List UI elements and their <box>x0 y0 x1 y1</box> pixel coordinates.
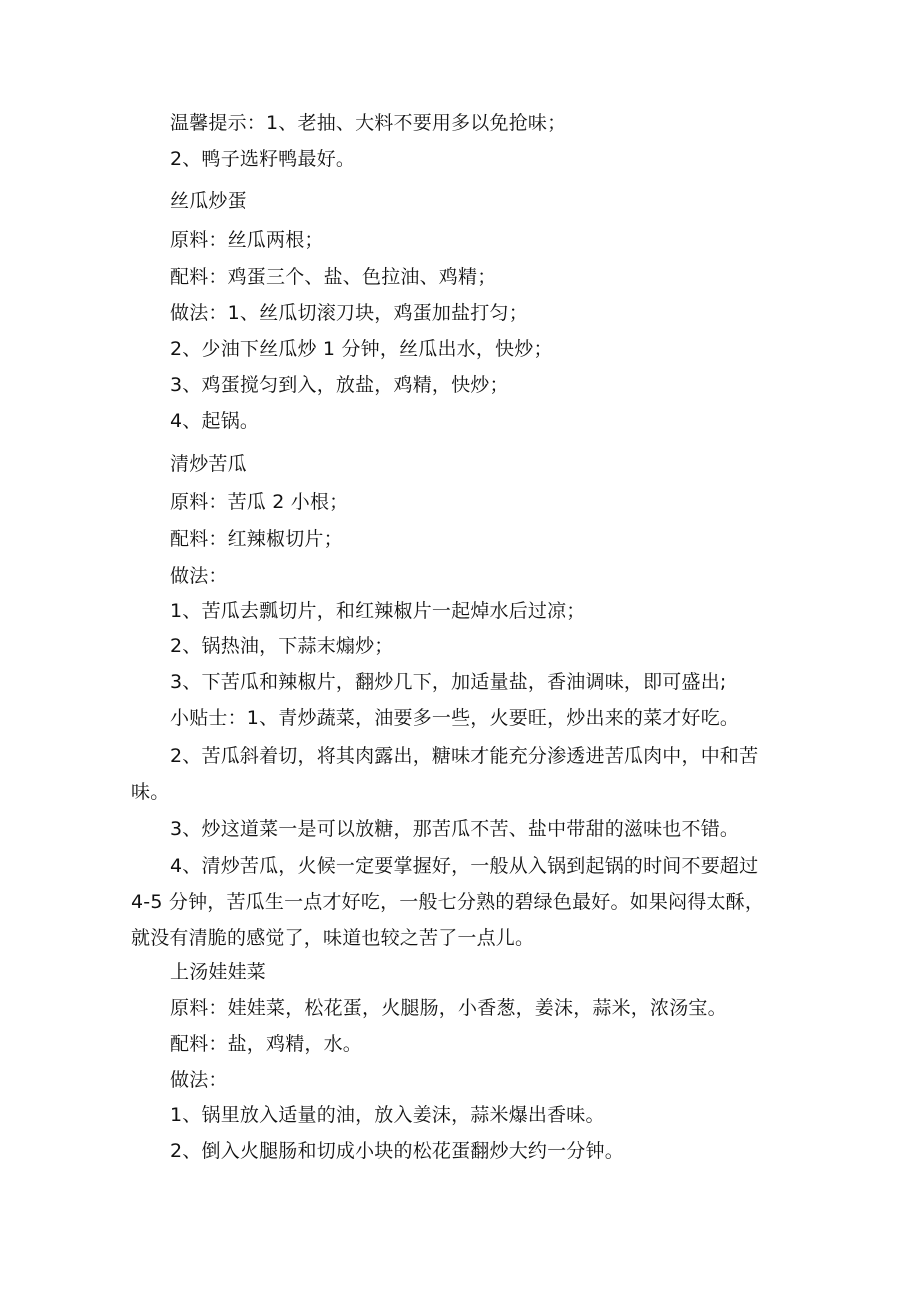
tip-paragraph-2-line-2: 味。 <box>131 781 170 803</box>
recipe-title-wawacai: 上汤娃娃菜 <box>170 961 267 983</box>
step-line: 4、起锅。 <box>170 410 260 432</box>
tip-paragraph-3: 3、炒这道菜一是可以放糖，那苦瓜不苦、盐中带甜的滋味也不错。 <box>170 818 740 840</box>
tip-line-1: 温馨提示：1、老抽、大料不要用多以免抢味； <box>170 112 567 134</box>
tip-paragraph-4-line-3: 就没有清脆的感觉了，味道也较之苦了一点儿。 <box>131 927 535 949</box>
step-line: 3、鸡蛋搅匀到入，放盐，鸡精，快炒； <box>170 374 509 396</box>
step-line: 1、锅里放入适量的油，放入姜沫，蒜米爆出香味。 <box>170 1104 605 1126</box>
recipe-title-sigua: 丝瓜炒蛋 <box>170 190 247 212</box>
ingredients-line: 原料：丝瓜两根； <box>170 229 324 251</box>
step-line: 2、锅热油，下蒜末煽炒； <box>170 635 394 657</box>
ingredients-line: 原料：娃娃菜，松花蛋，火腿肠，小香葱，姜沫，蒜米，浓汤宝。 <box>170 997 727 1019</box>
seasoning-line: 配料：鸡蛋三个、盐、色拉油、鸡精； <box>170 266 497 288</box>
ingredients-line: 原料：苦瓜 2 小根； <box>170 491 349 513</box>
seasoning-line: 配料：红辣椒切片； <box>170 528 343 550</box>
tips-line: 小贴士：1、青炒蔬菜，油要多一些，火要旺，炒出来的菜才好吃。 <box>170 707 740 729</box>
seasoning-line: 配料：盐，鸡精，水。 <box>170 1033 363 1055</box>
tip-paragraph-4-line-2: 4-5 分钟，苦瓜生一点才好吃，一般七分熟的碧绿色最好。如果闷得太酥， <box>131 891 765 913</box>
method-line: 做法： <box>170 1069 228 1091</box>
tip-paragraph-4-line-1: 4、清炒苦瓜，火候一定要掌握好，一般从入锅到起锅的时间不要超过 <box>170 855 759 877</box>
method-line: 做法：1、丝瓜切滚刀块，鸡蛋加盐打匀； <box>170 302 528 324</box>
tip-line-2: 2、鸭子选籽鸭最好。 <box>170 148 356 170</box>
tip-paragraph-2-line-1: 2、苦瓜斜着切，将其肉露出，糖味才能充分渗透进苦瓜肉中，中和苦 <box>170 745 759 767</box>
step-line: 2、倒入火腿肠和切成小块的松花蛋翻炒大约一分钟。 <box>170 1140 624 1162</box>
step-line: 1、苦瓜去瓢切片，和红辣椒片一起焯水后过凉； <box>170 600 586 622</box>
step-line: 2、少油下丝瓜炒 1 分钟，丝瓜出水，快炒； <box>170 338 553 360</box>
recipe-title-kugua: 清炒苦瓜 <box>170 453 247 475</box>
method-line: 做法： <box>170 565 228 587</box>
step-line: 3、下苦瓜和辣椒片，翻炒几下，加适量盐，香油调味，即可盛出; <box>170 671 727 693</box>
